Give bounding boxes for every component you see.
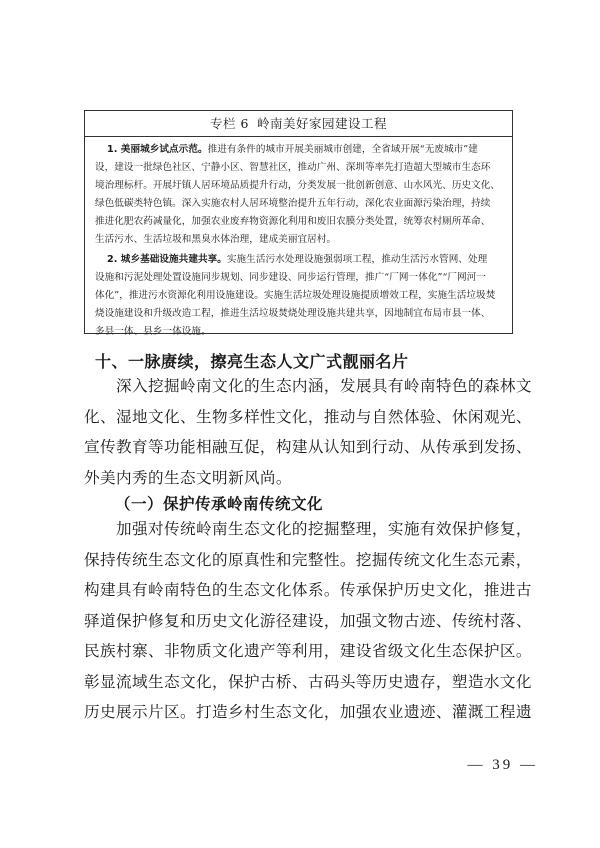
- paragraph-line: 彰显流域生态文化，保护古桥、古码头等历史遗存，塑造水文化: [84, 672, 532, 691]
- special-column-box: [84, 110, 513, 337]
- paragraph-line: 保持传统生态文化的原真性和完整性。挖掘传统文化生态元素，: [84, 550, 532, 569]
- column-item-1: [95, 141, 504, 249]
- item-line: 2. 城乡基础设施共建共享。实施生活污水处理设施强弱项工程，推动生活污水管网、处理: [107, 254, 488, 265]
- special-column-body: [85, 137, 512, 341]
- item-line: 体化”，推进污水资源化利用设施建设。实施生活垃圾处理设施提质增效工程，实施生活垃圾焚: [95, 290, 496, 301]
- page-number: — 39 —: [467, 757, 538, 773]
- paragraph-line: 化、湿地文化、生物多样性文化，推动与自然体验、休闲观光、: [84, 407, 532, 426]
- paragraph-line: 历史展示片区。打造乡村生态文化，加强农业遗迹、灌溉工程遗: [84, 703, 532, 721]
- paragraph-line: 驿道保护修复和历史文化游径建设，加强文物古迹、传统村落、: [84, 611, 532, 630]
- paragraph-line: 加强对传统岭南生态文化的挖掘整理，实施有效保护修复，: [116, 520, 532, 538]
- item-keyword: 1. 美丽城乡试点示范。: [107, 144, 208, 155]
- item-line: 设，建设一批绿色社区、宁静小区、智慧社区，推动广州、深圳等率先打造超大型城市生态环: [95, 162, 491, 173]
- column-number: 专栏 6: [210, 116, 249, 131]
- item-line: 多县一体、县乡一体设施。: [95, 326, 211, 337]
- column-item-2: [95, 251, 504, 341]
- item-keyword: 2. 城乡基础设施共建共享。: [107, 254, 227, 265]
- paragraph-1: [84, 371, 532, 493]
- item-line: 生活污水、生活垃圾和黑臭水体治理，建成美丽宜居村。: [95, 234, 337, 245]
- special-column-title: [85, 111, 512, 137]
- section-heading: 十、一脉赓续，擦亮生态人文广式靓丽名片: [95, 352, 409, 371]
- item-line: 1. 美丽城乡试点示范。推进有条件的城市开展美丽城市创建，全省域开展“无废城市”建: [107, 144, 478, 155]
- paragraph-line: 深入挖掘岭南文化的生态内涵，发展具有岭南特色的森林文: [116, 377, 532, 395]
- item-line: 推进化肥农药减量化，加强农业废弃物资源化利用和废旧农膜分类处置，统筹农村厕所革命、: [95, 216, 491, 227]
- column-name: 岭南美好家园建设工程: [256, 116, 387, 131]
- paragraph-line: 宣传教育等功能相融互促，构建从认知到行动、从传承到发扬、: [84, 438, 532, 456]
- item-line: 设施和污泥处理处置设施同步规划、同步建设、同步运行管理，推广“厂网一体化”“厂网河一: [95, 272, 486, 283]
- subsection-heading: （一）保护传承岭南传统文化: [115, 495, 324, 513]
- paragraph-2: [84, 514, 532, 728]
- item-line: 绿色低碳类特色镇。深入实施农村人居环境整治提升五年行动，深化农业面源污染治理，持续: [95, 198, 491, 209]
- paragraph-line: 民族村寨、非物质文化遗产等利用，建设省级文化生态保护区。: [84, 642, 532, 660]
- paragraph-line: 外美内秀的生态文明新风尚。: [84, 468, 292, 487]
- paragraph-line: 构建具有岭南特色的生态文化体系。传承保护历史文化，推进古: [84, 581, 532, 599]
- item-line: 烧设施建设和升级改造工程，推进生活垃圾焚烧处理设施共建共享，因地制宜布局市县一体、: [95, 308, 491, 319]
- item-line: 境治理标杆。开展圩镇人居环境品质提升行动，分类发展一批创新创意、山水风光、历史文化、: [95, 180, 501, 191]
